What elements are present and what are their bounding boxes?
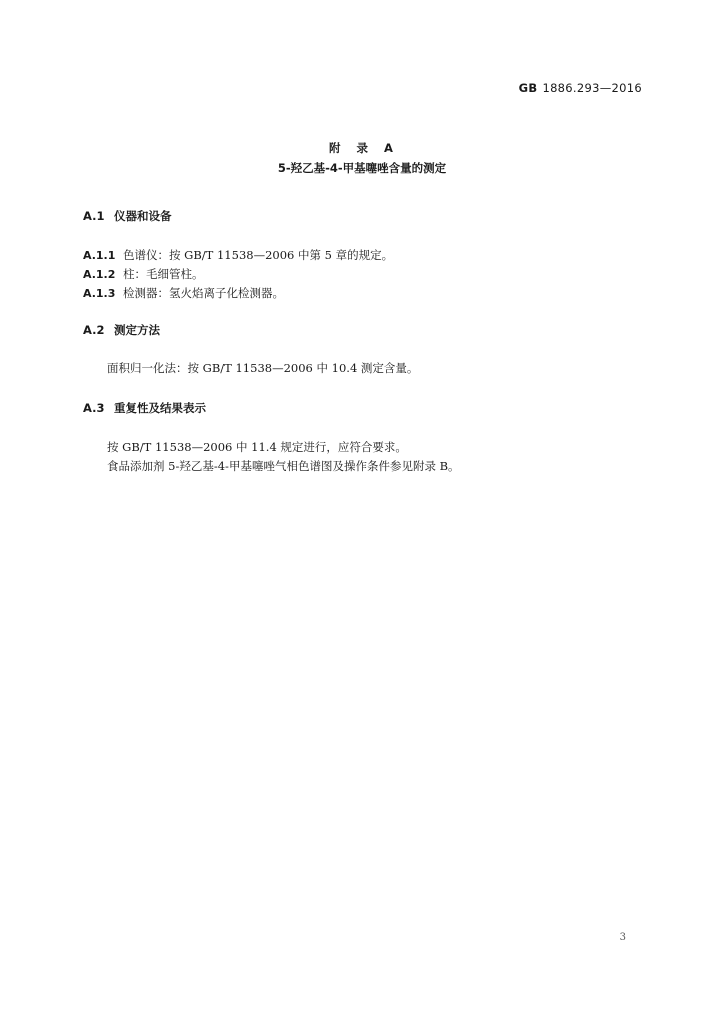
section-heading-a3 bbox=[83, 400, 206, 416]
section-title: 测定方法 bbox=[114, 323, 160, 337]
section-title: 仪器和设备 bbox=[114, 209, 172, 223]
annex-label: 附 录 A bbox=[329, 141, 395, 155]
paragraph-a3-2: 食品添加剂 5-羟乙基-4-甲基噻唑气相色谱图及操作条件参见附录 B。 bbox=[107, 459, 460, 473]
section-number: A.2 bbox=[83, 323, 105, 337]
standard-number-header bbox=[519, 81, 642, 95]
page-number: 3 bbox=[619, 932, 626, 943]
paragraph-a3-1: 按 GB/T 11538—2006 中 11.4 规定进行，应符合要求。 bbox=[107, 440, 407, 454]
annex-title: 5-羟乙基-4-甲基噻唑含量的测定 bbox=[277, 161, 447, 175]
list-item-a1-3 bbox=[83, 285, 284, 301]
section-heading-a2 bbox=[83, 322, 160, 338]
section-heading-a1 bbox=[83, 208, 172, 224]
item-number: A.1.3 bbox=[83, 287, 116, 300]
standard-prefix: GB bbox=[518, 81, 538, 95]
item-text: 色谱仪：按 GB/T 11538—2006 中第 5 章的规定。 bbox=[123, 248, 394, 262]
list-item-a1-1 bbox=[83, 247, 393, 263]
item-number: A.1.2 bbox=[83, 268, 116, 281]
item-number: A.1.1 bbox=[83, 249, 116, 262]
list-item-a1-2 bbox=[83, 266, 204, 282]
standard-code: 1886.293—2016 bbox=[542, 81, 642, 95]
section-number: A.3 bbox=[83, 401, 105, 415]
item-text: 检测器：氢火焰离子化检测器。 bbox=[123, 286, 284, 300]
section-number: A.1 bbox=[83, 209, 105, 223]
paragraph-a2-1: 面积归一化法：按 GB/T 11538—2006 中 10.4 测定含量。 bbox=[107, 361, 419, 375]
section-title: 重复性及结果表示 bbox=[114, 401, 206, 415]
item-text: 柱：毛细管柱。 bbox=[123, 267, 204, 281]
